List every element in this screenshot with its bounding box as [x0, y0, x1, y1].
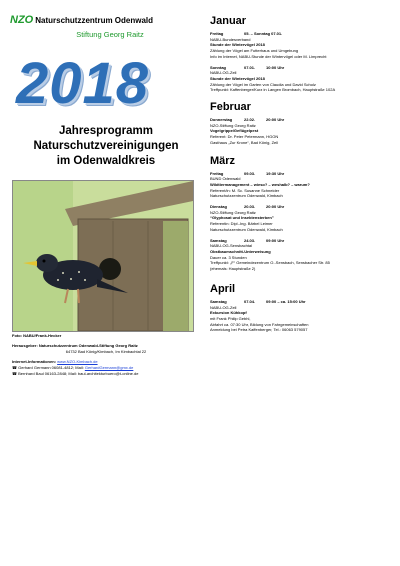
event-day: Freitag — [210, 170, 224, 176]
photo-credit: Foto: NABU/Frank-Hecker — [12, 333, 62, 338]
event-entry — [210, 238, 392, 272]
month-heading-april: April — [210, 282, 236, 295]
contact-1-text: Gerhard Germann 06081-4812; Mail: — [18, 365, 84, 370]
event-title: Stunde der Wintervögel 2018 — [210, 75, 265, 81]
photo-illustration — [13, 181, 193, 331]
event-organizer: NZO-Stiftung Georg Raitz — [210, 122, 256, 128]
event-time: 09:00 – ca. 15:00 Uhr — [266, 298, 306, 304]
event-entry — [210, 117, 392, 146]
event-date: 24.03. — [244, 237, 256, 243]
event-organizer: NABU-OG-Sensbachtal — [210, 243, 253, 249]
event-time: 20:00 Uhr — [266, 204, 285, 210]
event-detail: Treffpunkt: „F“ Gemeindezentrum O.-Sensbach, Sensbacher Str. 85 — [210, 260, 330, 266]
month-heading-februar: Februar — [210, 101, 251, 114]
event-detail: (ehemals: Hauptstraße 2) — [210, 266, 256, 272]
event-detail: Naturschutzzentrum Odenwald, Kimbach — [210, 226, 283, 232]
event-entry — [210, 299, 392, 333]
event-entry — [210, 171, 392, 200]
event-time: 09:00 Uhr — [266, 237, 285, 243]
event-title: Exkursion Kühkopf — [210, 310, 247, 316]
event-organizer: NABU-OG-Zell — [210, 304, 237, 310]
event-detail: Zählung der Vögel im Garten von Claudia und David Scholz — [210, 81, 316, 87]
event-time: 10:00 Uhr — [266, 64, 285, 70]
address: 64732 Bad König/Kimbach, Im Kimbachtal 22 — [65, 349, 147, 354]
event-title: Obstbaumschnitt-Unterweisung — [210, 248, 271, 254]
contact-2-text: Bernhard Baul 06163-2848; Mail: baul-architekturbuero@t-online.de — [18, 371, 139, 376]
event-detail: Referent: Dr. Peter Petermann, HGON — [210, 134, 279, 140]
credits-block — [12, 333, 200, 377]
event-title: Vogelgrippe/Geflügelpest — [210, 128, 259, 134]
phone-icon: ☎ — [12, 365, 17, 370]
program-subtitle — [10, 124, 202, 169]
event-detail: Naturschutzzentrum Odenwald, Kimbach — [210, 193, 283, 199]
event-detail: Dauer ca. 3 Stunden — [210, 254, 247, 260]
event-title: Wildtiermanagement – wieso? – weshalb? – warum? — [210, 181, 310, 187]
event-detail: Referent/in: M. Sc. Susanne Schneider — [210, 187, 280, 193]
year-title: 2018 — [16, 51, 150, 116]
event-detail: mit Frank Philip Gebhl, — [210, 315, 251, 321]
subtitle-line-2: Naturschutzvereinigungen — [33, 140, 179, 152]
event-date: 07.01. — [244, 64, 256, 70]
event-date: 20.03. — [244, 204, 256, 210]
event-detail: Referentin: Dipl.-Ing. Bärbel Leimer — [210, 221, 273, 227]
nzo-logo-text: NZO — [10, 14, 34, 26]
event-entry — [210, 31, 392, 60]
event-time: 19:30 Uhr — [266, 170, 285, 176]
event-entry — [210, 204, 392, 233]
event-day: Samstag — [210, 237, 227, 243]
month-heading-januar: Januar — [210, 15, 247, 27]
event-time: 20:00 Uhr — [266, 117, 285, 123]
event-day: Samstag — [210, 298, 227, 304]
event-title: “Glyphosat und Insektensterben” — [210, 215, 274, 221]
event-day: Donnerstag — [210, 117, 233, 123]
program-column — [210, 14, 392, 338]
event-organizer: NABU-OG-Zell — [210, 70, 237, 76]
internet-label: Internet-Informationen: — [12, 359, 56, 364]
event-organizer: NABU-Bundesverband — [210, 36, 251, 42]
event-organizer: BUND Odenwald — [210, 176, 241, 182]
starling-birdhouse-photo — [12, 180, 194, 332]
left-column — [10, 14, 202, 39]
event-date: 05. – Sonntag 07.01. — [244, 31, 283, 36]
event-date: 22.02. — [244, 117, 256, 123]
phone-icon: ☎ — [12, 371, 17, 376]
event-day: Dienstag — [210, 204, 227, 210]
event-day: Freitag — [210, 31, 224, 36]
contact-1-mail[interactable]: GerhardGermann@gmx.de — [84, 365, 134, 370]
contact-2 — [12, 371, 200, 377]
event-date: 09.03. — [244, 170, 256, 176]
subtitle-line-1: Jahresprogramm — [59, 125, 153, 137]
org-header — [10, 14, 202, 26]
event-organizer: NZO-Stiftung Georg Raitz — [210, 209, 256, 215]
event-detail: Gasthaus „Zur Krone“, Bad König, Zell — [210, 139, 279, 145]
event-day: Sonntag — [210, 64, 226, 70]
event-entry — [210, 65, 392, 94]
event-detail: Treffpunkt: Kaffenberger/Kurz in Langen Brombach, Hauptstraße 102A — [210, 87, 336, 93]
stiftung-name: Stiftung Georg Raitz — [76, 30, 144, 39]
month-heading-maerz: März — [210, 154, 236, 167]
event-detail: Anmeldung bei Petra Kaffenberger, Tel.: 06063 579057 — [210, 327, 308, 333]
event-detail: Abfahrt ca. 07:30 Uhr, Bildung von Fahrgemeinschaften — [210, 321, 309, 327]
event-date: 07.04. — [244, 298, 256, 304]
event-detail: Info im Internet, NABU-Stunde der Wintervögel oder M. Limprecht — [210, 53, 327, 59]
subtitle-line-3: im Odenwaldkreis — [56, 155, 156, 167]
event-detail: Zählung der Vögel am Futterhaus und Umgebung — [210, 48, 299, 54]
internet-link[interactable]: www.NZO-Kimbach.de — [57, 359, 98, 364]
org-name: Naturschutzzentrum Odenwald — [35, 16, 154, 25]
publisher: Herausgeber: Naturschutzzentrum Odenwald-Stiftung Georg Raitz — [12, 343, 138, 348]
event-title: Stunde der Wintervögel 2018 — [210, 42, 265, 48]
